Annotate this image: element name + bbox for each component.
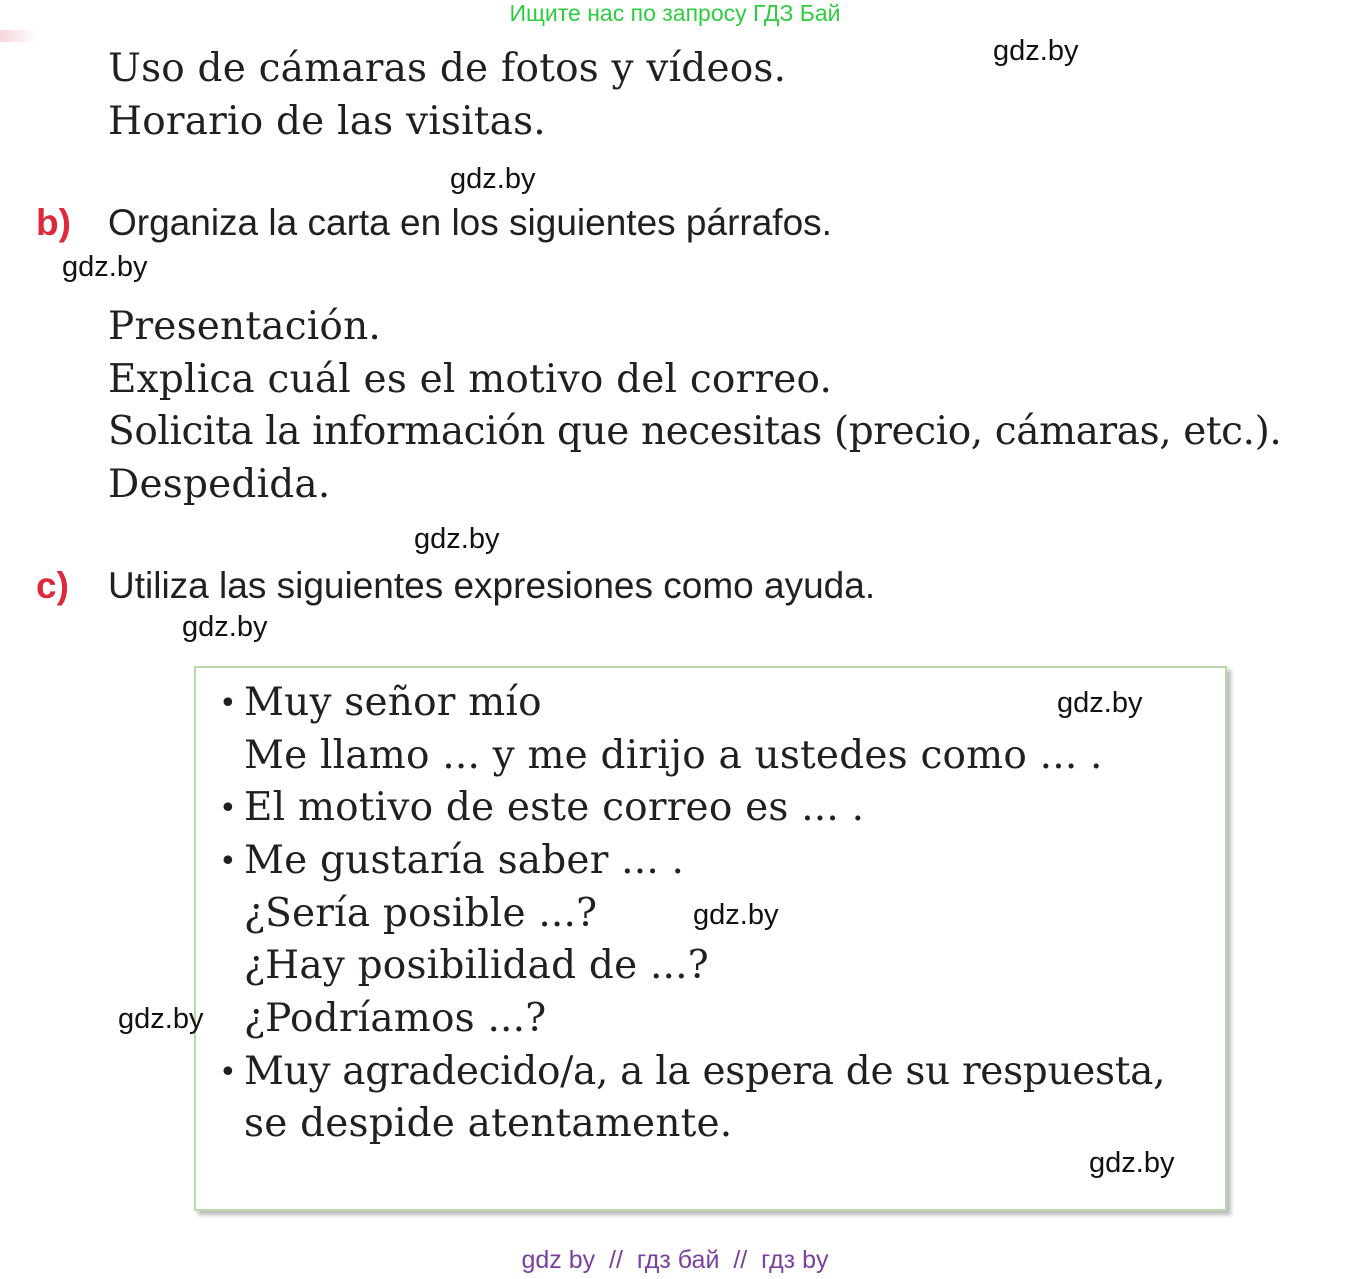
- expression-line: Muy señor mío: [244, 680, 542, 725]
- paragraph-item: Despedida.: [108, 462, 331, 507]
- intro-line: Uso de cámaras de fotos y vídeos.: [108, 46, 787, 91]
- bullet: •: [219, 791, 237, 826]
- section-b-instruction: Organiza la carta en los siguientes párrafos.: [108, 202, 832, 243]
- expression-line: El motivo de este correo es ... .: [244, 785, 865, 830]
- expression-line: ¿Sería posible ...?: [244, 891, 598, 936]
- bullet: •: [219, 844, 237, 879]
- paragraph-item: Solicita la información que necesitas (precio, cámaras, etc.).: [108, 409, 1282, 454]
- page-edge-mark: [0, 30, 36, 42]
- section-c-instruction: Utiliza las siguientes expresiones como ayuda.: [108, 565, 876, 606]
- footer-links[interactable]: gdz by // гдз бай // гдз by: [521, 1246, 829, 1274]
- search-banner[interactable]: Ищите нас по запросу ГДЗ Бай: [509, 0, 841, 26]
- watermark: gdz.by: [414, 523, 500, 555]
- bullet: •: [219, 686, 237, 721]
- watermark: gdz.by: [182, 611, 268, 643]
- expression-line: ¿Podríamos ...?: [244, 996, 547, 1041]
- watermark: gdz.by: [993, 35, 1079, 67]
- section-b-letter: b): [36, 202, 71, 243]
- intro-line: Horario de las visitas.: [108, 99, 546, 144]
- bullet: •: [219, 1055, 237, 1090]
- expression-line: se despide atentamente.: [244, 1101, 733, 1146]
- paragraph-item: Presentación.: [108, 304, 382, 349]
- watermark: gdz.by: [1057, 687, 1143, 719]
- expression-line: Me gustaría saber ... .: [244, 838, 685, 883]
- expression-line: ¿Hay posibilidad de ...?: [244, 943, 709, 988]
- expression-line: Me llamo ... y me dirijo a ustedes como ... .: [244, 733, 1103, 778]
- section-c-letter: c): [36, 565, 69, 606]
- watermark: gdz.by: [1089, 1147, 1175, 1179]
- watermark: gdz.by: [118, 1003, 204, 1035]
- watermark: gdz.by: [693, 899, 779, 931]
- watermark: gdz.by: [450, 163, 536, 195]
- watermark: gdz.by: [62, 251, 148, 283]
- paragraph-item: Explica cuál es el motivo del correo.: [108, 357, 833, 402]
- expression-line: Muy agradecido/a, a la espera de su respuesta,: [244, 1049, 1166, 1094]
